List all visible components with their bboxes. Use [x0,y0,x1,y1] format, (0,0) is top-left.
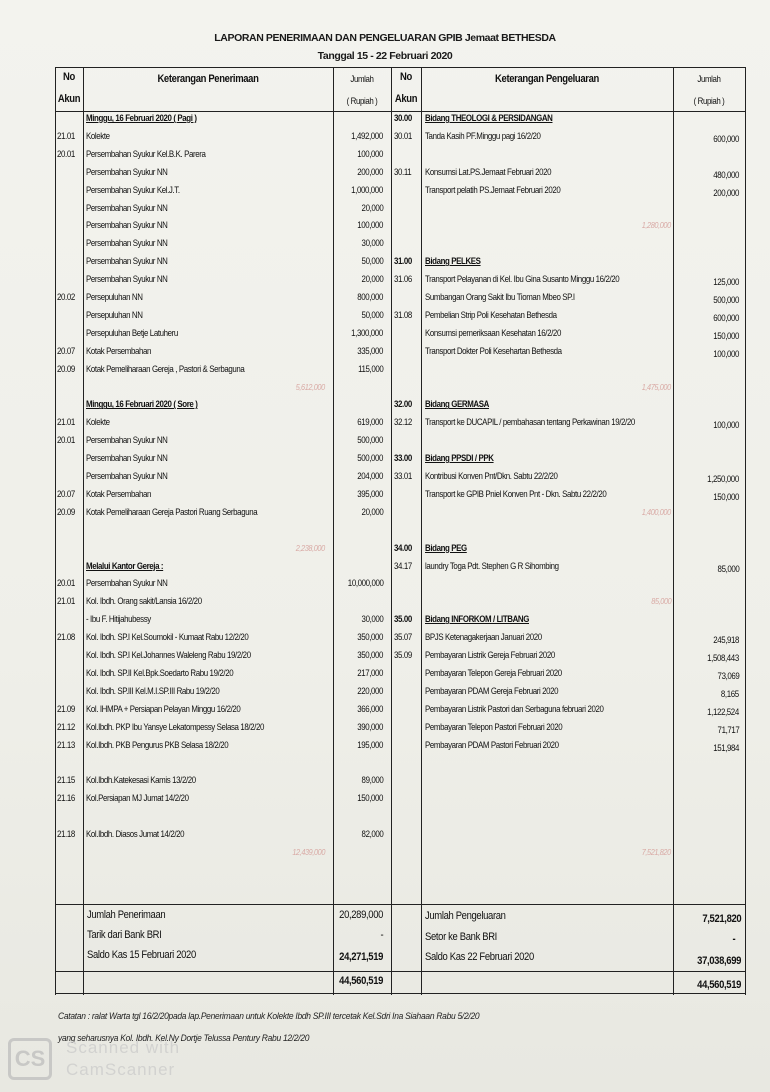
receipt-description: Persembahan Syukur NN [86,471,168,481]
receipt-description: - Ibu F. Hitijahubessy [86,614,151,625]
col-header-no-right: No [400,71,412,83]
receipt-account-no: 21.01 [57,596,75,607]
receipt-account-no: 21.01 [57,417,75,428]
expense-description: Tanda Kasih PF.Minggu pagi 16/2/20 [425,130,541,141]
receipt-description: Kotak Pemeliharaan Gereja , Pastori & Serbaguna [86,363,245,374]
receipt-account-no: 21.15 [57,775,75,786]
table-row-border [55,971,745,972]
receipt-account-no: 21.13 [57,739,75,750]
receipt-description: Kol. Ibdh. SP.I Kel.Soumokil - Kumaat Rabu 12/2/20 [86,632,249,643]
expense-description: Pembayaran PDAM Pastori Februari 2020 [425,739,559,750]
expense-amount: 125,000 [713,277,739,288]
camscanner-logo-icon: CS [8,1038,52,1080]
receipt-amount: 100,000 [357,220,383,231]
receipt-account-no: 21.12 [57,721,75,732]
receipt-subtotal: 2,238,000 [295,542,325,553]
receipt-amount: 1,000,000 [351,184,383,195]
receipt-description: Kol.Ibdh. PKP Ibu Yansye Lekatompessy Selasa 18/2/20 [86,721,264,732]
expense-section-heading: Bidang GERMASA [425,399,489,410]
expense-amount: 71,717 [717,724,739,735]
table-column-border [83,67,84,995]
receipt-account-no: 20.09 [57,506,75,517]
receipt-amount: 220,000 [357,685,383,696]
receipt-description: Kol. Ibdh. Orang sakit/Lansia 16/2/20 [86,596,202,607]
receipt-description: Kotak Pemeliharaan Gereja Pastori Ruang Serbaguna [86,506,258,517]
expense-amount: 1,250,000 [707,474,739,484]
col-header-akun-left: Akun [57,93,81,105]
receipt-amount: 20,000 [361,202,383,213]
receipt-description: Persembahan Syukur NN [86,166,168,177]
expense-account-no: 34.00 [394,542,412,553]
table-column-border [333,67,334,995]
receipt-amount: 195,000 [357,739,383,750]
grand-total-left: 44,560,519 [339,975,383,987]
expense-section-heading: Bidang THEOLOGI & PERSIDANGAN [425,113,553,123]
expense-description: Transport Pelayanan di Kel. Ibu Gina Susanto Minggu 16/2/20 [425,274,620,285]
expense-account-no: 33.01 [394,471,412,481]
expense-account-no: 35.07 [394,632,412,643]
expense-amount: 8,165 [721,688,739,699]
expense-section-heading: Bidang PEG [425,542,467,553]
col-header-akun-right: Akun [394,93,418,105]
receipt-section-heading: Minggu, 16 Februari 2020 ( Sore ) [86,399,198,410]
expense-amount: 151,984 [713,742,739,753]
expense-description: Pembayaran Telepon Gereja Februari 2020 [425,667,562,678]
receipt-amount: 115,000 [357,363,383,374]
receipt-amount: 20,000 [361,506,383,517]
camscanner-watermark [8,1036,228,1086]
expense-account-no: 34.17 [394,560,412,571]
summary-withdraw-value: - [380,929,383,941]
receipt-amount: 89,000 [361,775,383,786]
summary-expenses-label: Jumlah Pengeluaran [425,910,506,922]
receipt-amount: 50,000 [361,309,383,320]
receipt-amount: 217,000 [357,667,383,678]
expense-account-no: 32.12 [394,417,412,428]
expense-description: Transport Dokter Poli Kesehartan Bethesda [425,345,562,356]
expense-description: Transport ke DUCAPIL / pembahasan tentang Perkawinan 19/2/20 [425,417,635,428]
col-header-jumlah-right: Jumlah [697,74,721,84]
receipt-amount: 1,492,000 [351,130,383,141]
summary-expenses-value: 7,521,820 [702,913,741,925]
report-title: LAPORAN PENERIMAAN DAN PENGELUARAN GPIB Jemaat BETHESDA [214,32,556,44]
summary-balance-start-value: 24,271,519 [339,951,383,963]
receipt-description: Persembahan Syukur NN [86,202,168,213]
receipt-amount: 335,000 [357,345,383,356]
table-row-border [55,993,745,994]
summary-balance-end-value: 37,038,699 [697,955,741,967]
receipt-description: Kol. Ibdh. SP.II Kel.Bpk.Soedarto Rabu 19/2/20 [86,667,234,678]
summary-deposit-label: Setor ke Bank BRI [425,931,497,943]
summary-receipts-label: Jumlah Penerimaan [87,909,166,921]
expense-account-no: 33.00 [394,453,412,464]
receipt-amount: 366,000 [357,703,383,714]
receipt-account-no: 21.09 [57,703,75,714]
receipt-account-no: 20.01 [57,578,75,589]
receipt-description: Kolekte [86,130,110,141]
expense-description: Pembayaran Listrik Pastori dan Serbaguna februari 2020 [425,703,604,714]
receipt-amount: 30,000 [361,614,383,625]
table-row-border [55,67,745,68]
receipt-account-no: 20.01 [57,148,75,159]
col-header-rupiah-right: ( Rupiah ) [693,96,725,106]
receipt-amount: 20,000 [361,274,383,285]
col-header-rupiah-left: ( Rupiah ) [346,96,378,106]
expense-account-no: 31.00 [394,256,412,267]
expense-amount: 480,000 [713,169,739,180]
table-column-border [421,67,422,995]
receipt-description: Persepuluhan NN [86,309,143,320]
expense-description: Pembelian Strip Poli Kesehatan Bethesda [425,309,557,320]
expense-subtotal: 1,280,000 [641,220,671,231]
expense-description: laundry Toga Pdt. Stephen G R Sihombing [425,560,559,571]
expense-account-no: 32.00 [394,399,412,410]
expense-amount: 85,000 [717,563,739,574]
receipt-description: Persembahan Syukur NN [86,578,168,589]
receipt-description: Kotak Persembahan [86,345,152,356]
expense-description: Sumbangan Orang Sakit Ibu Tioman Mbeo SP.I [425,292,575,302]
expense-description: Konsumsi pemeriksaan Kesehatan 16/2/20 [425,327,561,338]
receipt-amount: 204,000 [357,471,383,481]
receipt-account-no: 21.01 [57,130,75,141]
receipt-description: Kolekte [86,417,110,428]
receipt-amount: 10,000,000 [347,578,383,589]
col-header-no-left: No [63,71,75,83]
receipt-amount: 500,000 [357,453,383,464]
receipt-amount: 800,000 [357,292,383,302]
receipt-account-no: 21.08 [57,632,75,643]
summary-balance-start-label: Saldo Kas 15 Februari 2020 [87,949,196,961]
expense-amount: 100,000 [713,420,739,431]
expense-amount: 200,000 [713,187,739,198]
receipt-amount: 100,000 [357,148,383,159]
receipt-description: Persembahan Syukur NN [86,256,168,267]
receipt-amount: 50,000 [361,256,383,267]
expense-account-no: 35.09 [394,650,412,660]
grand-total-right: 44,560,519 [697,979,741,991]
receipt-account-no: 20.02 [57,292,75,302]
expense-subtotal: 7,521,820 [641,846,671,857]
expense-amount: 150,000 [713,491,739,502]
expense-subtotal: 1,475,000 [641,381,671,392]
receipt-description: Persembahan Syukur NN [86,274,168,285]
expense-amount: 150,000 [713,330,739,341]
expense-subtotal: 1,400,000 [641,506,671,517]
receipt-description: Persembahan Syukur Kel.B.K. Parera [86,148,206,159]
expense-section-heading: Bidang INFORKOM / LITBANG [425,614,530,625]
receipt-account-no: 20.07 [57,345,75,356]
summary-deposit-value: - [732,933,735,945]
receipt-account-no: 20.09 [57,363,75,374]
table-column-border [391,67,392,995]
receipt-description: Kol.Ibdh. PKB Pengurus PKB Selasa 18/2/20 [86,739,229,750]
expense-account-no: 31.08 [394,309,412,320]
table-row-border [55,904,745,905]
report-period: Tanggal 15 - 22 Februari 2020 [317,50,453,62]
expense-amount: 600,000 [713,133,739,144]
table-column-border [745,67,746,995]
receipt-description: Kotak Persembahan [86,488,152,499]
receipt-amount: 395,000 [357,488,383,499]
receipt-description: Persepuluhan Betje Latuheru [86,327,178,338]
receipt-description: Persepuluhan NN [86,292,143,302]
expense-amount: 1,122,524 [707,706,739,717]
receipt-description: Kol. Ibdh. SP.III Kel.M.I.SP.III Rabu 19/2/20 [86,685,220,696]
receipt-section-heading: Minggu, 16 Februari 2020 ( Pagi ) [86,113,197,123]
receipt-amount: 30,000 [361,238,383,249]
expense-description: Pembayaran Telepon Pastori Februari 2020 [425,721,563,732]
receipt-amount: 350,000 [357,650,383,660]
correction-note-cont: yang seharusnya Kol. Ibdh. Kel.Ny Dortje Telussa Pentury Rabu 12/2/20 [58,1032,310,1043]
receipt-amount: 619,000 [357,417,383,428]
watermark-line1: Scanned with [66,1038,181,1057]
expense-account-no: 30.01 [394,130,412,141]
expense-account-no: 30.00 [394,113,412,123]
receipt-subtotal: 12,439,000 [292,846,325,857]
receipt-account-no: 21.18 [57,829,75,839]
table-column-border [55,67,56,995]
expense-amount: 73,069 [717,670,739,681]
summary-receipts-value: 20,289,000 [339,909,383,921]
receipt-description: Kol.Persiapan MJ Jumat 14/2/20 [86,793,189,804]
expense-section-heading: Bidang PELKES [425,256,481,267]
receipt-description: Persembahan Syukur NN [86,435,168,446]
expense-description: Transport pelatih PS.Jemaat Februari 2020 [425,184,561,195]
receipt-amount: 1,300,000 [351,327,383,338]
expense-amount: 1,508,443 [707,653,739,663]
expense-account-no: 31.06 [394,274,412,285]
report-table [55,67,745,995]
receipt-account-no: 20.01 [57,435,75,446]
expense-section-heading: Bidang PPSDI / PPK [425,453,494,464]
expense-amount: 600,000 [713,312,739,323]
expense-description: Transport ke GPIB Pniel Konven Pnt - Dkn. Sabtu 22/2/20 [425,488,607,499]
expense-account-no: 30.11 [394,166,412,177]
receipt-account-no: 20.07 [57,488,75,499]
expense-description: Pembayaran PDAM Gereja Februari 2020 [425,685,559,696]
receipt-description: Kol.Ibdh. Diasos Jumat 14/2/20 [86,829,185,839]
expense-description: Pembayaran Listrik Gereja Februari 2020 [425,650,555,660]
col-header-pengeluaran: Keterangan Pengeluaran [495,73,599,85]
expense-description: Konsumsi Lat.PS.Jemaat Februari 2020 [425,166,552,177]
receipt-description: Kol. Ibdh. SP.I Kel.Johannes Waleleng Rabu 19/2/20 [86,650,251,660]
expense-amount: 500,000 [713,295,739,305]
table-column-border [673,67,674,995]
receipt-amount: 82,000 [361,829,383,839]
receipt-description: Persembahan Syukur NN [86,220,168,231]
col-header-jumlah-left: Jumlah [350,74,374,84]
col-header-penerimaan: Keterangan Penerimaan [157,73,259,85]
watermark-line2: CamScanner [66,1060,176,1079]
correction-note: Catatan : ralat Warta tgl 16/2/20pada lap.Penerimaan untuk Kolekte Ibdh SP.III tercetak Kel.Sdri Ina Siahaan Rabu 5/2/20 [58,1010,480,1021]
receipt-description: Persembahan Syukur NN [86,238,168,249]
receipt-description: Persembahan Syukur NN [86,453,168,464]
summary-withdraw-label: Tarik dari Bank BRI [87,929,162,941]
receipt-subtotal: 5,612,000 [295,381,325,392]
receipt-description: Persembahan Syukur Kel.J.T. [86,184,180,195]
receipt-account-no: 21.16 [57,793,75,804]
expense-amount: 245,918 [713,635,739,646]
summary-balance-end-label: Saldo Kas 22 Februari 2020 [425,951,534,963]
receipt-description: Kol.Ibdh.Katekesasi Kamis 13/2/20 [86,775,196,786]
receipt-description: Kol. IHMPA + Persiapan Pelayan Minggu 16/2/20 [86,703,241,714]
receipt-amount: 390,000 [357,721,383,732]
expense-account-no: 35.00 [394,614,412,625]
expense-description: BPJS Ketenagakerjaan Januari 2020 [425,632,542,643]
receipt-section-heading: Melalui Kantor Gereja : [86,560,164,571]
expense-subtotal: 85,000 [650,596,671,607]
receipt-amount: 500,000 [357,435,383,446]
expense-description: Kontribusi Konven Pnt/Dkn. Sabtu 22/2/20 [425,471,558,481]
receipt-amount: 200,000 [357,166,383,177]
receipt-amount: 150,000 [357,793,383,804]
expense-amount: 100,000 [713,348,739,359]
receipt-amount: 350,000 [357,632,383,643]
